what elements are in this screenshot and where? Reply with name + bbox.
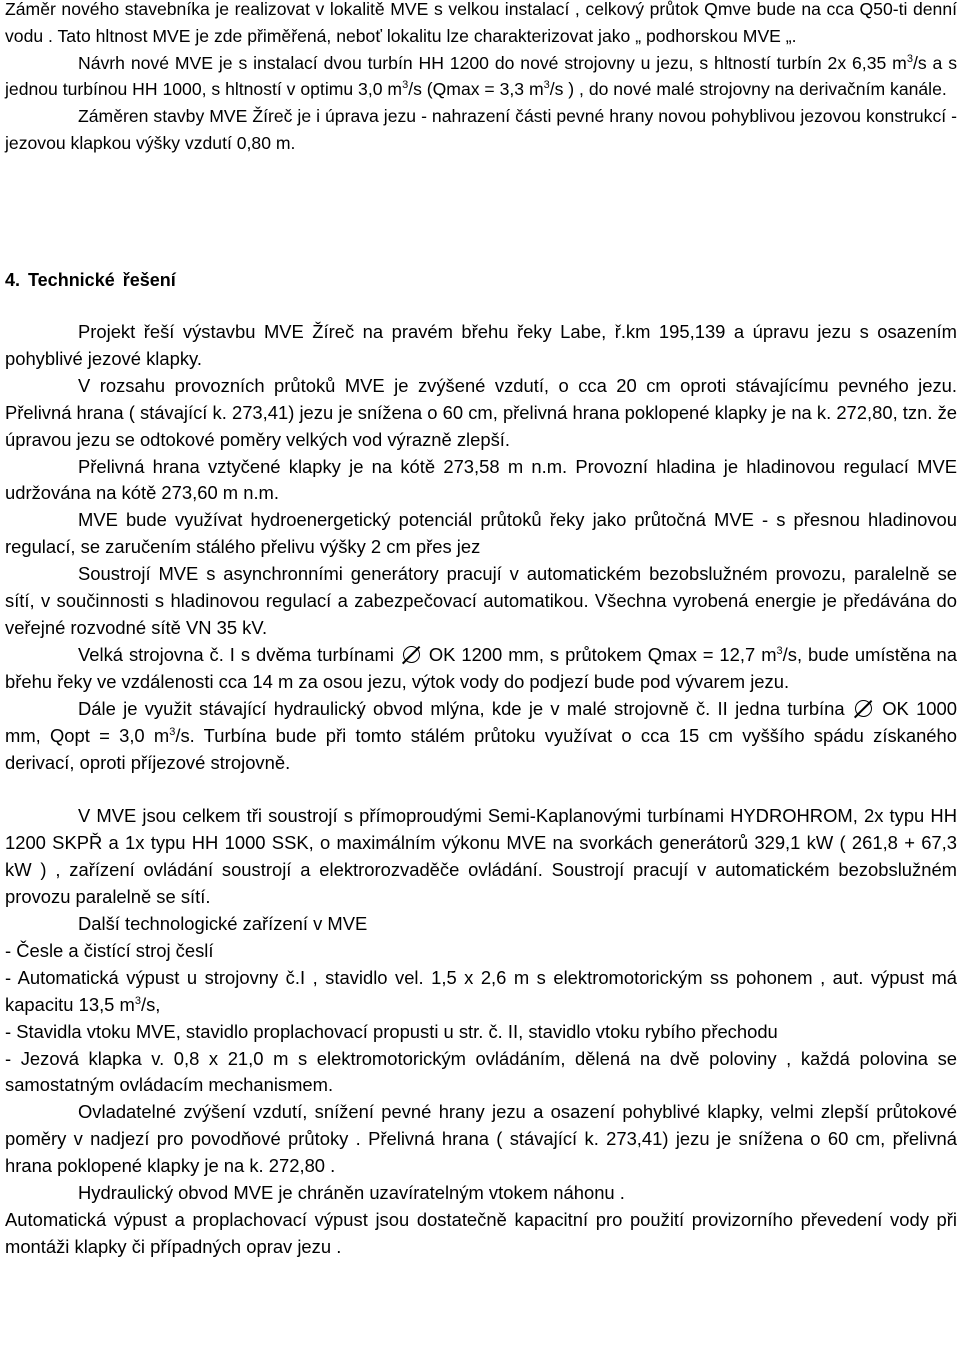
list-item: - Automatická výpust u strojovny č.I , stavidlo vel. 1,5 x 2,6 m s elektromotorickým ss pohonem , aut. výpust má kapacitu 13,5 $m^3/s$, [5, 966, 957, 1015]
body-paragraph-1: Projekt řeší výstavbu MVE Žíreč na pravém břehu řeky Labe, ř.km 195,139 a úpravu jezu s osazením pohyblivé jezové klapky. [5, 321, 957, 369]
list-item: - Jezová klapka v. 0,8 x 21,0 m s elektromotorickým ovládáním, dělená na dvě poloviny , každá polovina se samostatným ovládacím mechanismem. [5, 1047, 957, 1096]
list-item: - Česle a čistící stroj česlí [5, 939, 214, 961]
body-paragraph-3: Přelivná hrana vztyčené klapky je na kótě 273,58 m n.m. Provozní hladina je hladinovou regulací MVE udržována na kótě 273,60 m n.m. [5, 455, 957, 504]
list-item: - Stavidla vtoku MVE, stavidlo proplachovací propusti u str. č. II, stavidlo vtoku rybího přechodu [5, 1020, 778, 1042]
diameter-icon [403, 646, 420, 663]
body-paragraph-4: MVE bude využívat hydroenergetický potenciál průtoků řeky jako průtočná MVE - s přesnou hladinovou regulací, se zaručením stálého přelivu výšky 2 cm přes jez [5, 509, 957, 558]
intro-paragraph-1: Záměr nového stavebníka je realizovat v lokalitě MVE s velkou instalací , celkový průtok Qmve bude na cca Q50-ti denní vodu . Tato hltnost MVE je zde přiměřená, neboť lokalitu lze charakterizovat jako „ podhorskou MVE „. [5, 0, 957, 46]
body-paragraph-2: V rozsahu provozních průtoků MVE je zvýšené vzdutí, o cca 20 cm oproti stávajícímu pevného jezu. Přelivná hrana ( stávající k. 273,41) jezu je snížena o 60 cm, přelivná hrana poklopené klapky je na k. 272,80, tzn. že úpravou jezu se odtokové poměry velkých vod výrazně zlepší. [5, 374, 957, 450]
body-paragraph-10: Ovladatelné zvýšení vzdutí, snížení pevné hrany jezu a osazení pohyblivé klapky, velmi zlepší průtokové poměry v nadjezí pro povodňové průtoky . Přelivná hrana ( stávající k. 273,41) jezu je snížena o 60 cm, přelivná hrana poklopené klapky je na k. 272,80 . [5, 1101, 957, 1177]
body-paragraph-12: Automatická výpust a proplachovací výpust jsou dostatečně kapacitní pro použití provizorního převedení vody při montáži klapky či případných oprav jezu . [5, 1209, 957, 1257]
section-body [5, 319, 957, 1261]
intro-section [5, 0, 957, 157]
diameter-icon [855, 700, 872, 717]
body-paragraph-6: Velká strojovna č. I s dvěma turbínami OK 1200 mm, s průtokem Qmax = 12,7 $m^3/s$, bude umístěna na břehu řeky ve vzdálenosti cca 14 m za osou jezu, výtok vody do podjezí bude pod vývarem jezu. [5, 643, 957, 692]
body-paragraph-5: Soustrojí MVE s asynchronními generátory pracují v automatickém bezobslužném provozu, paralelně se sítí, v součinnosti s hladinovou regulací a zabezpečovací automatikou. Všechna vyrobená energie je předávána do veřejné rozvodné sítě VN 35 kV. [5, 563, 957, 638]
section-heading: 4. Technické řešení [5, 270, 176, 290]
body-paragraph-11: Hydraulický obvod MVE je chráněn uzavíratelným vtokem náhonu . [78, 1182, 625, 1204]
intro-paragraph-3: Záměren stavby MVE Žíreč je i úprava jezu - nahrazení části pevné hrany novou pohyblivou jezovou konstrukcí - jezovou klapkou výšky vzdutí 0,80 m. [5, 106, 957, 153]
body-paragraph-9: Další technologické zařízení v MVE [78, 913, 368, 935]
body-paragraph-8: V MVE jsou celkem tři soustrojí s přímoproudými Semi-Kaplanovými turbínami HYDROHROM, 2x typu HH 1200 SKPŘ a 1x typu HH 1000 SSK, o maximálním výkonu MVE na svorkách generátorů 329,1 kW ( 261,8 + 67,3 kW ) , zařízení ovládání soustrojí a elektrorozvaděče ovládání. Soustrojí pracují v automatickém bezobslužném provozu paralelně se sítí. [5, 805, 957, 908]
body-paragraph-7: Dále je využit stávající hydraulický obvod mlýna, kde je v malé strojovně č. II jedna turbína OK 1000 mm, Qopt = 3,0 $m^3/s$. Turbína bude při tomto stálém průtoku využívat o cca 15 cm vyššího spádu získaného derivací, oproti příjezové strojovně. [5, 697, 957, 773]
intro-paragraph-2: Návrh nové MVE je s instalací dvou turbín HH 1200 do nové strojovny u jezu, s hltností turbín 2x 6,35 $m^3/s$ a s jednou turbínou HH 1000, s hltností v optimu 3,0 $m^3/s$ (Qmax = 3,3 $m^3/s$ ) , do nové malé strojovny na derivačním kanále. [5, 52, 957, 100]
